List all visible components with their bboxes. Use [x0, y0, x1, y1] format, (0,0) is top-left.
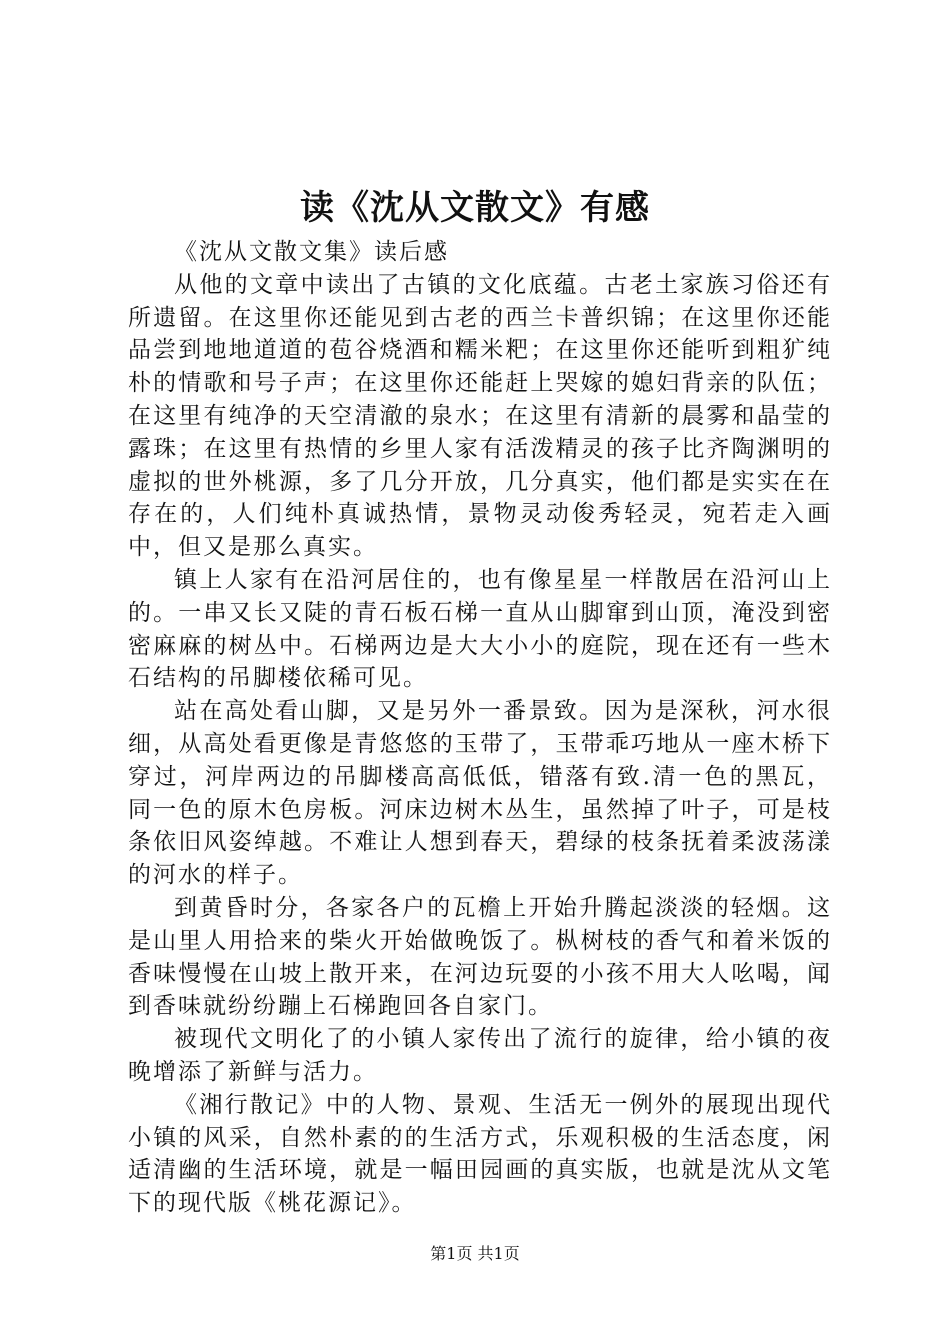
paragraph: 《沈从文散文集》读后感	[174, 239, 449, 265]
page-number-footer: 第1页 共1页	[430, 1244, 520, 1263]
paragraph: 镇上人家有在沿河居住的，也有像星星一样散居在沿河山上的。一串又长又陡的青石板石梯一直从山脚窜到山顶，淹没到密密麻麻的树丛中。石梯两边是大大小小的庭院，现在还有一些木石结构的吊脚楼依稀可见。	[128, 566, 832, 692]
paragraph: 到黄昏时分，各家各户的瓦檐上开始升腾起淡淡的轻烟。这是山里人用拾来的柴火开始做晚饭了。枞树枝的香气和着米饭的香味慢慢在山坡上散开来，在河边玩耍的小孩不用大人吆喝，闻到香味就纷纷蹦上石梯跑回各自家门。	[128, 894, 832, 1020]
paragraph: 《湘行散记》中的人物、景观、生活无一例外的展现出现代小镇的风采，自然朴素的的生活方式，乐观积极的生活态度，闲适清幽的生活环境，就是一幅田园画的真实版，也就是沈从文笔下的现代版《桃花源记》。	[128, 1091, 832, 1217]
paragraph: 被现代文明化了的小镇人家传出了流行的旋律，给小镇的夜晚增添了新鲜与活力。	[128, 1026, 832, 1085]
paragraph: 站在高处看山脚，又是另外一番景致。因为是深秋，河水很细，从高处看更像是青悠悠的玉带了，玉带乖巧地从一座木桥下穿过，河岸两边的吊脚楼高高低低，错落有致.清一色的黑瓦，同一色的原木色房板。河床边树木丛生，虽然掉了叶子，可是枝条依旧风姿绰越。不难让人想到春天，碧绿的枝条抚着柔波荡漾的河水的样子。	[128, 698, 832, 889]
paragraph: 从他的文章中读出了古镇的文化底蕴。古老土家族习俗还有所遗留。在这里你还能见到古老的西兰卡普织锦；在这里你还能品尝到地地道道的苞谷烧酒和糯米粑；在这里你还能听到粗犷纯朴的情歌和号子声；在这里你还能赶上哭嫁的媳妇背亲的队伍；在这里有纯净的天空清澈的泉水；在这里有清新的晨雾和晶莹的露珠；在这里有热情的乡里人家有活泼精灵的孩子比齐陶渊明的虚拟的世外桃源，多了几分开放，几分真实，他们都是实实在在存在的，人们纯朴真诚热情，景物灵动俊秀轻灵，宛若走入画中，但又是那么真实。	[128, 271, 832, 561]
document-title: 读《沈从文散文》有感	[300, 188, 650, 228]
document-body	[128, 236, 832, 1220]
